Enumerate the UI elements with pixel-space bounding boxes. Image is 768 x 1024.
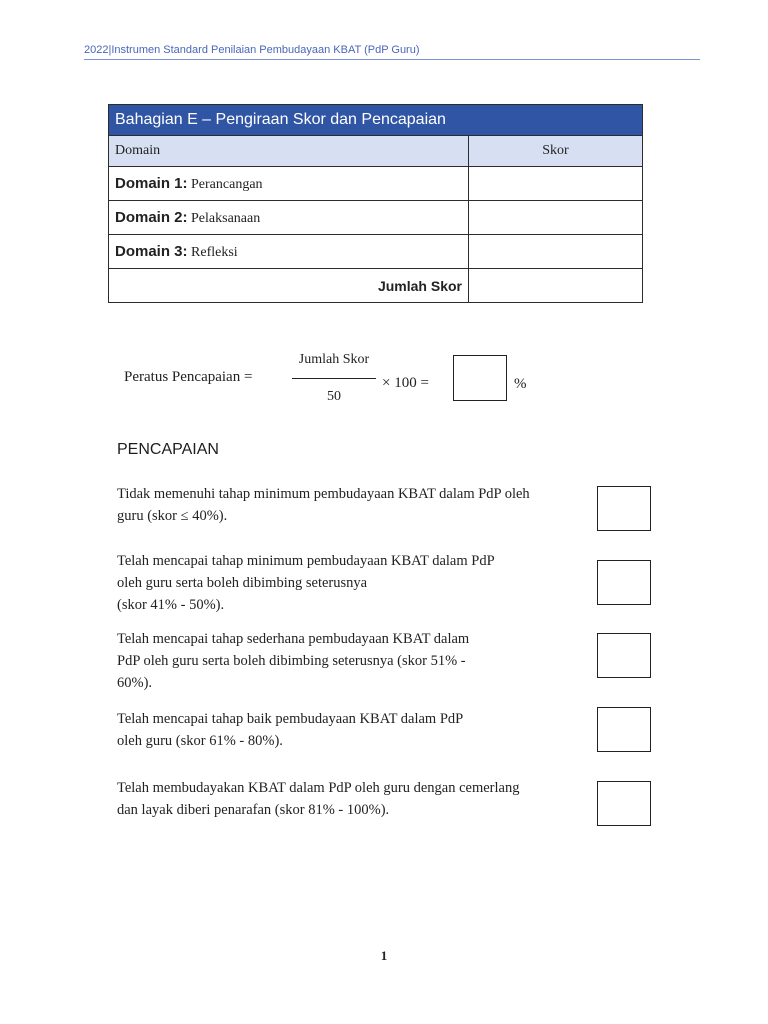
criterion-line: PdP oleh guru serta boleh dibimbing seterusnya (skor 51% - bbox=[117, 653, 466, 669]
criterion-line: (skor 41% - 50%). bbox=[117, 597, 225, 613]
achievement-criterion bbox=[117, 628, 469, 694]
criterion-line: Telah mencapai tahap minimum pembudayaan KBAT dalam PdP bbox=[117, 553, 495, 569]
criterion-line: dan layak diberi penarafan (skor 81% - 100%). bbox=[117, 802, 390, 818]
col-header-skor: Skor bbox=[469, 136, 643, 167]
criterion-line: oleh guru (skor 61% - 80%). bbox=[117, 733, 283, 749]
criterion-line: oleh guru serta boleh dibimbing seterusnya bbox=[117, 575, 368, 591]
criterion-line: Telah mencapai tahap baik pembudayaan KBAT dalam PdP bbox=[117, 711, 464, 727]
header-divider bbox=[84, 59, 700, 60]
domain-name: Perancangan bbox=[191, 176, 263, 192]
page-number: 1 bbox=[380, 948, 388, 963]
score-cell-domain-3[interactable] bbox=[469, 235, 643, 269]
score-table bbox=[108, 104, 643, 303]
domain-name: Refleksi bbox=[191, 244, 238, 260]
formula-multiplier: × 100 = bbox=[382, 375, 429, 391]
table-header-row bbox=[109, 136, 643, 167]
table-row bbox=[109, 201, 643, 235]
formula-numerator: Jumlah Skor bbox=[298, 352, 370, 367]
score-cell-domain-2[interactable] bbox=[469, 201, 643, 235]
score-cell-domain-1[interactable] bbox=[469, 167, 643, 201]
percentage-formula bbox=[124, 352, 544, 408]
achievement-criterion bbox=[117, 483, 530, 527]
achievement-checkbox[interactable] bbox=[597, 560, 651, 605]
criterion-line: guru (skor ≤ 40%). bbox=[117, 508, 228, 524]
criterion-line: Tidak memenuhi tahap minimum pembudayaan KBAT dalam PdP oleh bbox=[117, 486, 530, 502]
page-header: 2022|Instrumen Standard Penilaian Pembudayaan KBAT (PdP Guru) bbox=[84, 44, 420, 56]
achievement-criterion bbox=[117, 550, 495, 616]
domain-label: Domain 3: bbox=[115, 242, 188, 260]
table-row bbox=[109, 167, 643, 201]
total-row bbox=[109, 269, 643, 303]
percent-sign: % bbox=[514, 376, 527, 392]
formula-label: Peratus Pencapaian = bbox=[124, 369, 253, 385]
achievement-criterion bbox=[117, 708, 463, 752]
domain-cell bbox=[109, 167, 469, 201]
fraction-bar bbox=[292, 378, 376, 379]
achievement-checkbox[interactable] bbox=[597, 486, 651, 531]
domain-label: Domain 1: bbox=[115, 174, 188, 192]
col-header-domain: Domain bbox=[109, 136, 469, 167]
percentage-result-box[interactable] bbox=[453, 355, 507, 401]
table-row bbox=[109, 235, 643, 269]
domain-cell bbox=[109, 235, 469, 269]
domain-name: Pelaksanaan bbox=[191, 210, 261, 226]
table-title: Bahagian E – Pengiraan Skor dan Pencapaian bbox=[109, 105, 643, 136]
criterion-line: Telah membudayakan KBAT dalam PdP oleh guru dengan cemerlang bbox=[117, 780, 520, 796]
achievement-checkbox[interactable] bbox=[597, 781, 651, 826]
achievement-criterion bbox=[117, 777, 519, 821]
criterion-line: 60%). bbox=[117, 675, 153, 691]
criterion-line: Telah mencapai tahap sederhana pembudayaan KBAT dalam bbox=[117, 631, 470, 647]
domain-cell bbox=[109, 201, 469, 235]
achievement-checkbox[interactable] bbox=[597, 633, 651, 678]
total-label: Jumlah Skor bbox=[109, 269, 469, 303]
total-score-cell[interactable] bbox=[469, 269, 643, 303]
achievement-checkbox[interactable] bbox=[597, 707, 651, 752]
table-title-row bbox=[109, 105, 643, 136]
achievement-title: PENCAPAIAN bbox=[117, 441, 219, 458]
formula-denominator: 50 bbox=[327, 389, 341, 404]
domain-label: Domain 2: bbox=[115, 208, 188, 226]
